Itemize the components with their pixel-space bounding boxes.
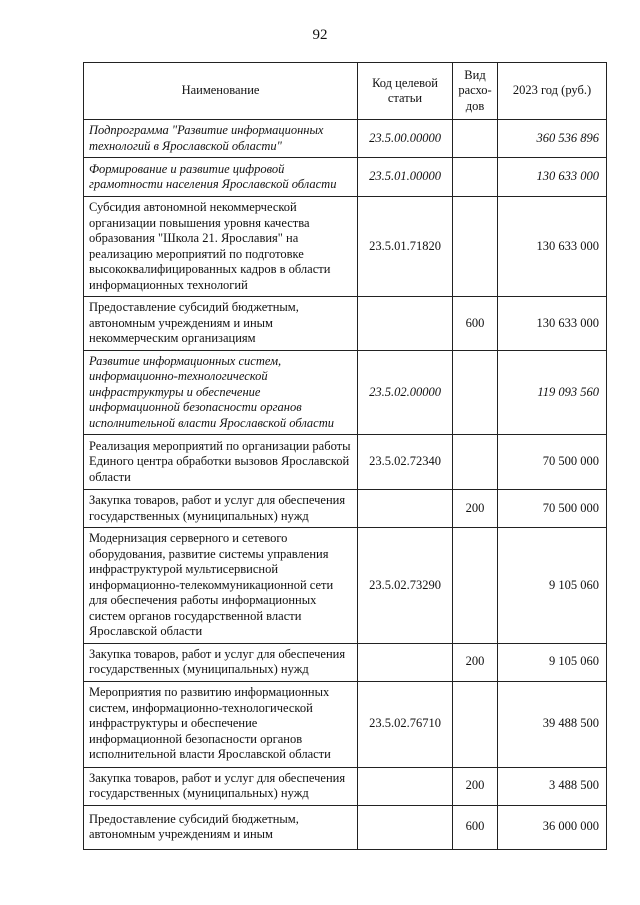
header-code: Код целевой статьи	[358, 63, 453, 120]
cell-code	[358, 805, 453, 849]
cell-code: 23.5.02.00000	[358, 350, 453, 435]
cell-name: Закупка товаров, работ и услуг для обеспечения государственных (муниципальных) нужд	[84, 490, 358, 528]
cell-type	[453, 197, 498, 297]
cell-sum: 130 633 000	[498, 158, 607, 197]
cell-name: Мероприятия по развитию информационных систем, информационно-технологической инфраструктуры и обеспечение информационной безопасности органов исполнительной власти Ярославской области	[84, 681, 358, 767]
cell-type: 600	[453, 805, 498, 849]
cell-type	[453, 528, 498, 644]
header-type: Вид расхо-дов	[453, 63, 498, 120]
cell-code	[358, 490, 453, 528]
cell-sum: 70 500 000	[498, 490, 607, 528]
cell-type	[453, 158, 498, 197]
cell-sum: 9 105 060	[498, 643, 607, 681]
cell-code: 23.5.00.00000	[358, 120, 453, 158]
cell-name: Предоставление субсидий бюджетным, автономным учреждениям и иным некоммерческим организациям	[84, 297, 358, 351]
cell-type	[453, 350, 498, 435]
cell-name: Модернизация серверного и сетевого оборудования, развитие системы управления инфраструктурой мультисервисной информационно-телекоммуникационной сети для обеспечения работы информационных систем органов государственной власти Ярославской области	[84, 528, 358, 644]
cell-sum: 130 633 000	[498, 297, 607, 351]
cell-code	[358, 767, 453, 805]
cell-type: 200	[453, 490, 498, 528]
cell-name: Формирование и развитие цифровой грамотности населения Ярославской области	[84, 158, 358, 197]
table-row	[84, 435, 607, 490]
header-name: Наименование	[84, 63, 358, 120]
cell-sum: 39 488 500	[498, 681, 607, 767]
table-row	[84, 197, 607, 297]
cell-code: 23.5.02.73290	[358, 528, 453, 644]
cell-sum: 9 105 060	[498, 528, 607, 644]
cell-code	[358, 643, 453, 681]
cell-name: Предоставление субсидий бюджетным, автономным учреждениям и иным	[84, 805, 358, 849]
cell-name: Закупка товаров, работ и услуг для обеспечения государственных (муниципальных) нужд	[84, 643, 358, 681]
cell-sum: 119 093 560	[498, 350, 607, 435]
table-row	[84, 528, 607, 644]
cell-type: 600	[453, 297, 498, 351]
table-row	[84, 767, 607, 805]
table-row	[84, 350, 607, 435]
cell-name: Субсидия автономной некоммерческой организации повышения уровня качества образования "Школа 21. Ярославия" на реализацию мероприятий по подготовке высококвалифицированных кадров в области информационных технологий	[84, 197, 358, 297]
cell-sum: 36 000 000	[498, 805, 607, 849]
cell-code: 23.5.01.00000	[358, 158, 453, 197]
cell-type	[453, 120, 498, 158]
cell-name: Подпрограмма "Развитие информационных технологий в Ярославской области"	[84, 120, 358, 158]
table-row	[84, 120, 607, 158]
cell-sum: 130 633 000	[498, 197, 607, 297]
cell-type	[453, 681, 498, 767]
table-row	[84, 158, 607, 197]
cell-code: 23.5.02.72340	[358, 435, 453, 490]
cell-type: 200	[453, 643, 498, 681]
cell-type: 200	[453, 767, 498, 805]
cell-code: 23.5.01.71820	[358, 197, 453, 297]
cell-name: Развитие информационных систем, информационно-технологической инфраструктуры и обеспечение информационной безопасности органов исполнительной власти Ярославской области	[84, 350, 358, 435]
header-sum: 2023 год (руб.)	[498, 63, 607, 120]
cell-code	[358, 297, 453, 351]
cell-name: Реализация мероприятий по организации работы Единого центра обработки вызовов Ярославской области	[84, 435, 358, 490]
table-row	[84, 643, 607, 681]
page-number: 92	[312, 27, 328, 43]
cell-type	[453, 435, 498, 490]
table-row	[84, 297, 607, 351]
table-header-row	[84, 63, 607, 120]
table-row	[84, 805, 607, 849]
cell-sum: 360 536 896	[498, 120, 607, 158]
cell-name: Закупка товаров, работ и услуг для обеспечения государственных (муниципальных) нужд	[84, 767, 358, 805]
cell-sum: 3 488 500	[498, 767, 607, 805]
table-row	[84, 681, 607, 767]
cell-code: 23.5.02.76710	[358, 681, 453, 767]
table-row	[84, 490, 607, 528]
cell-sum: 70 500 000	[498, 435, 607, 490]
table-body	[84, 120, 607, 850]
budget-table	[83, 62, 607, 850]
